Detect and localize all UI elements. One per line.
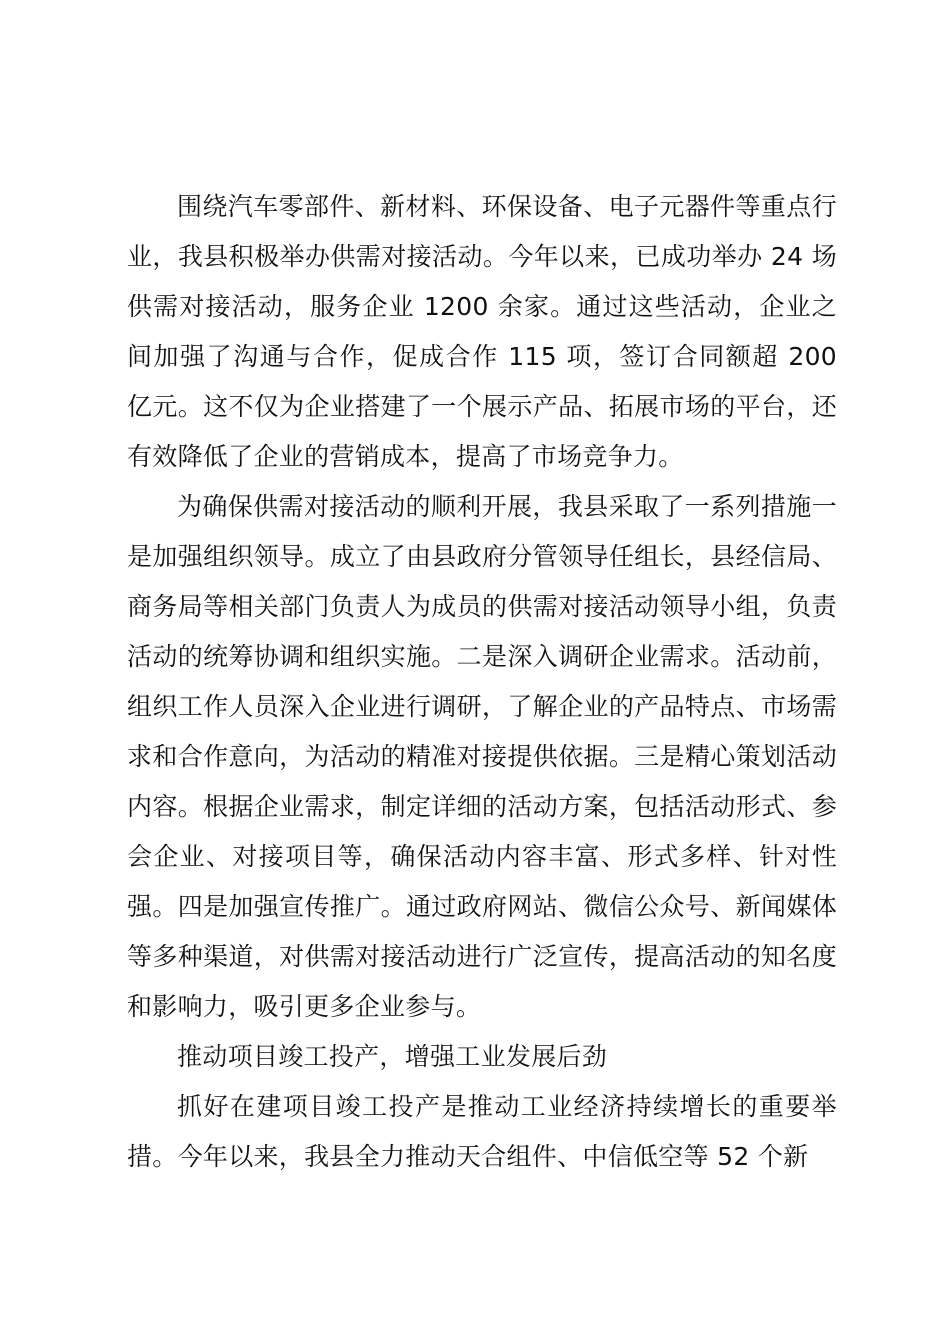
paragraph-measures: 为确保供需对接活动的顺利开展，我县采取了一系列措施一是加强组织领导。成立了由县政府分管领导任组长，县经信局、商务局等相关部门负责人为成员的供需对接活动领导小组，负责活动的统筹协调和组织实施。二是深入调研企业需求。活动前，组织工作人员深入企业进行调研，了解企业的产品特点、市场需求和合作意向，为活动的精准对接提供依据。三是精心策划活动内容。根据企业需求，制定详细的活动方案，包括活动形式、参会企业、对接项目等，确保活动内容丰富、形式多样、针对性强。四是加强宣传推广。通过政府网站、微信公众号、新闻媒体等多种渠道，对供需对接活动进行广泛宣传，提高活动的知名度和影响力，吸引更多企业参与。 xyxy=(127,492,837,1021)
section-heading-project-completion: 推动项目竣工投产，增强工业发展后劲 xyxy=(177,1042,608,1071)
paragraph-project-completion: 抓好在建项目竣工投产是推动工业经济持续增长的重要举措。今年以来，我县全力推动天合组件、中信低空等 52 个新 xyxy=(127,1092,837,1171)
document-body xyxy=(127,182,837,1182)
paragraph-supply-demand-activities: 围绕汽车零部件、新材料、环保设备、电子元器件等重点行业，我县积极举办供需对接活动。今年以来，已成功举办 24 场供需对接活动，服务企业 1200 余家。通过这些活动，企业之间加强了沟通与合作，促成合作 115 项，签订合同额超 200 亿元。这不仅为企业搭建了一个展示产品、拓展市场的平台，还有效降低了企业的营销成本，提高了市场竞争力。 xyxy=(127,192,837,471)
